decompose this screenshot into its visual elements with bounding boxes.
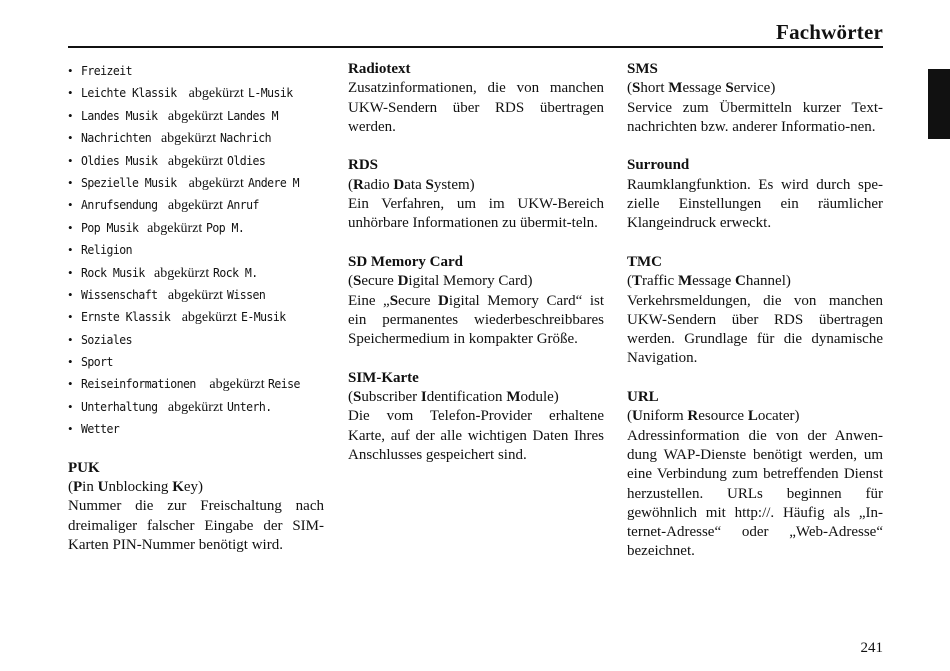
acronym-letter: I xyxy=(420,389,427,406)
text-run: ( xyxy=(348,176,353,193)
text-run: essage xyxy=(692,273,736,290)
acronym-letter: S xyxy=(725,80,734,97)
entry-sd-memory-card xyxy=(348,253,604,349)
column-1 xyxy=(68,60,324,574)
page-title: Fachwörter xyxy=(776,20,883,44)
genre-abbreviation: Oldies xyxy=(226,152,266,168)
entry-url xyxy=(627,388,883,562)
genre-name: Sport xyxy=(81,354,113,370)
genre-name: Landes Musik xyxy=(81,107,158,123)
header-rule xyxy=(68,46,883,48)
genre-list-item xyxy=(68,105,324,127)
genre-name: Ernste Klassik xyxy=(81,309,171,325)
acronym-letter: S xyxy=(425,176,434,193)
entry-expansion xyxy=(348,272,604,291)
text-run: ( xyxy=(627,273,632,290)
entry-body: Ein Verfahren, um im UKW-Bereich unhörbare Informationen zu übermit-teln. xyxy=(348,196,604,232)
genre-list-item xyxy=(68,150,324,172)
genre-list-item xyxy=(68,351,324,373)
entry-tmc xyxy=(627,253,883,369)
pty-genre-list xyxy=(68,60,324,441)
text-run: in xyxy=(82,478,98,495)
entry-term: Radiotext xyxy=(348,61,411,77)
genre-list-item xyxy=(68,217,324,239)
genre-name: Anrufsendung xyxy=(81,197,158,213)
acronym-letter: M xyxy=(668,80,683,97)
text-run: niform xyxy=(642,408,688,425)
column-3 xyxy=(627,60,883,581)
acronym-letter: S xyxy=(389,292,399,309)
genre-abbreviation: Wissen xyxy=(226,286,266,302)
genre-name: Reiseinformationen xyxy=(81,376,196,392)
genre-abbreviation: L-Musik xyxy=(247,85,293,101)
entry-expansion xyxy=(68,478,324,497)
genre-name: Spezielle Musik xyxy=(81,174,177,190)
entry-surround xyxy=(627,156,883,233)
text-run: ( xyxy=(348,273,353,290)
acronym-letter: M xyxy=(506,389,521,406)
genre-connector: abgekürzt xyxy=(167,287,224,303)
genre-connector: abgekürzt xyxy=(167,108,224,124)
genre-abbreviation: E-Musik xyxy=(240,309,286,325)
genre-abbreviation: Andere M xyxy=(247,174,299,190)
genre-abbreviation: Landes M xyxy=(226,107,278,123)
text-run: dentification xyxy=(426,389,507,406)
acronym-letter: D xyxy=(438,292,449,309)
text-run: ubscriber xyxy=(361,389,421,406)
genre-name: Wetter xyxy=(81,421,120,437)
text-run: ( xyxy=(68,478,73,495)
genre-abbreviation: Anruf xyxy=(226,197,259,213)
entry-term: SD Memory Card xyxy=(348,253,463,270)
text-run: ( xyxy=(627,80,632,97)
text-run: ( xyxy=(627,408,632,425)
genre-list-item xyxy=(68,194,324,216)
text-run: hannel) xyxy=(745,273,791,290)
text-run: igital Memory Card) xyxy=(408,273,533,290)
text-run: ecure xyxy=(398,292,439,309)
genre-name: Religion xyxy=(81,242,132,258)
entry-term: TMC xyxy=(627,253,662,270)
entry-puk xyxy=(68,459,324,555)
genre-name: Oldies Musik xyxy=(81,152,158,168)
text-run: odule) xyxy=(520,389,559,406)
genre-connector: abgekürzt xyxy=(188,86,244,102)
text-run: ystem) xyxy=(433,176,475,193)
acronym-letter: K xyxy=(172,478,184,495)
genre-name: Rock Musik xyxy=(81,264,145,280)
genre-abbreviation: Reise xyxy=(268,376,301,392)
text-run: ocater) xyxy=(757,408,800,425)
genre-name: Leichte Klassik xyxy=(81,85,177,101)
text-run: ( xyxy=(348,389,353,406)
entry-radiotext xyxy=(348,60,604,137)
text-run: nblocking xyxy=(108,478,173,495)
text-run: ey) xyxy=(183,478,204,495)
entry-term: SIM-Karte xyxy=(348,369,419,386)
entry-term: RDS xyxy=(348,157,379,174)
entry-rds xyxy=(348,156,604,233)
entry-body: Adressinformation die von der Anwen-dung WAP-Dienste benötigt werden, um eine Verbindung zum betreffenden Dienst herzustellen. URLs beginnen für gewöhnlich mit http://. Häufig als „In-ternet-Adresse“ oder „Web-Adresse“ bezeichnet. xyxy=(627,427,883,560)
acronym-letter: D xyxy=(393,176,405,193)
genre-connector: abgekürzt xyxy=(167,198,224,214)
text-run: essage xyxy=(682,80,726,97)
acronym-letter: S xyxy=(632,80,641,97)
section-thumb-tab xyxy=(928,69,950,139)
genre-list-item xyxy=(68,284,324,306)
genre-list-item xyxy=(68,60,324,82)
entry-body: Service zum Übermitteln kurzer Text-nachrichten bzw. anderer Informatio-nen. xyxy=(627,99,883,135)
text-run: igital Memory Card“ ist ein permanentes wiederbeschreibbares Speichermedium in kompakter Größe. xyxy=(348,292,604,348)
genre-list-item xyxy=(68,172,324,194)
entry-expansion xyxy=(627,79,883,98)
entry-expansion xyxy=(348,176,604,195)
genre-list-item xyxy=(68,127,324,149)
genre-list-item xyxy=(68,306,324,328)
entry-term: SMS xyxy=(627,61,658,77)
acronym-letter: U xyxy=(632,408,643,425)
column-2 xyxy=(348,60,604,485)
genre-list-item xyxy=(68,262,324,284)
acronym-letter: U xyxy=(97,478,109,495)
genre-abbreviation: Rock M. xyxy=(212,264,258,280)
entry-body: Nummer die zur Freischaltung nach dreimaliger falscher Eingabe der SIM-Karten PIN-Nummer benötigt wird. xyxy=(68,498,324,553)
genre-abbreviation: Unterh. xyxy=(226,398,272,414)
genre-connector: abgekürzt xyxy=(167,153,224,169)
acronym-letter: L xyxy=(747,408,758,425)
acronym-letter: C xyxy=(735,273,746,290)
acronym-letter: S xyxy=(353,389,362,406)
genre-list-item xyxy=(68,239,324,261)
text-run: Eine „ xyxy=(348,292,390,309)
genre-connector: abgekürzt xyxy=(154,265,210,281)
text-run: ecure xyxy=(361,273,398,290)
text-run: hort xyxy=(640,80,669,97)
genre-name: Wissenschaft xyxy=(81,286,158,302)
genre-list-item xyxy=(68,373,324,395)
acronym-letter: M xyxy=(677,273,693,290)
genre-connector: abgekürzt xyxy=(181,310,237,326)
acronym-letter: P xyxy=(73,478,83,495)
genre-name: Pop Musik xyxy=(81,219,139,235)
acronym-letter: T xyxy=(632,273,643,290)
text-run: esource xyxy=(698,408,748,425)
genre-connector: abgekürzt xyxy=(167,399,224,415)
genre-list-item xyxy=(68,82,324,104)
genre-name: Soziales xyxy=(81,331,132,347)
entry-expansion xyxy=(348,388,604,407)
genre-abbreviation: Pop M. xyxy=(206,219,245,235)
genre-name: Nachrichten xyxy=(81,130,152,146)
entry-expansion xyxy=(627,272,883,291)
genre-connector: abgekürzt xyxy=(209,377,265,393)
acronym-letter: R xyxy=(353,176,364,193)
text-run: ervice) xyxy=(733,80,776,97)
entry-term: URL xyxy=(627,389,659,406)
entry-body: Raumklangfunktion. Es wird durch spe-zielle Einstellungen ein räumlicher Klangeindruck erweckt. xyxy=(627,176,883,232)
entry-expansion xyxy=(627,407,883,426)
entry-term: PUK xyxy=(68,459,100,476)
genre-list-item xyxy=(68,396,324,418)
entry-body: Zusatzinformationen, die von manchen UKW-Sendern über RDS übertragen werden. xyxy=(348,80,604,135)
entry-sim-karte xyxy=(348,369,604,465)
acronym-letter: D xyxy=(397,273,409,290)
text-run: ata xyxy=(404,176,426,193)
genre-list-item xyxy=(68,418,324,440)
text-run: adio xyxy=(363,176,394,193)
entry-sms xyxy=(627,60,883,137)
entry-term: Surround xyxy=(627,157,690,174)
acronym-letter: S xyxy=(353,273,362,290)
genre-abbreviation: Nachrich xyxy=(219,130,271,146)
acronym-letter: R xyxy=(687,408,699,425)
page-number: 241 xyxy=(860,640,883,656)
genre-connector: abgekürzt xyxy=(147,220,203,236)
entry-body: Die vom Telefon-Provider erhaltene Karte, auf der alle wichtigen Daten Ihres Anschlusses gespeichert sind. xyxy=(348,408,604,463)
entry-body xyxy=(348,292,604,350)
genre-name: Freizeit xyxy=(81,63,132,78)
genre-connector: abgekürzt xyxy=(188,175,244,191)
entry-body: Verkehrsmeldungen, die von manchen UKW-Sendern über RDS übertragen werden. Grundlage für die dynamische Navigation. xyxy=(627,292,883,367)
genre-connector: abgekürzt xyxy=(160,131,217,147)
genre-list-item xyxy=(68,329,324,351)
text-run: raffic xyxy=(642,273,678,290)
genre-name: Unterhaltung xyxy=(81,398,158,414)
